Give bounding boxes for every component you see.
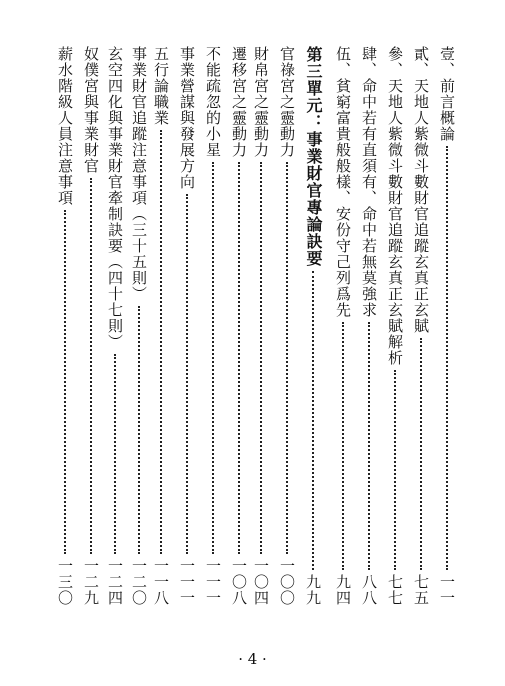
toc-entry-page: 一〇〇 xyxy=(278,558,296,606)
toc-entry-title: 事業財官追蹤注意事項（三十五則） xyxy=(130,46,148,302)
toc-entry-title: 第三單元：事業財官專論訣要 xyxy=(304,46,323,267)
dot-leader xyxy=(368,322,370,570)
toc-entry-title: 貳、天地人紫微斗數財官追蹤玄真正玄賦 xyxy=(412,46,430,334)
toc-entry-page: 一〇八 xyxy=(230,558,248,606)
dot-leader xyxy=(90,178,92,554)
toc-entry-title: 奴僕宮與事業財官 xyxy=(82,46,100,174)
toc-entry xyxy=(358,46,380,606)
toc-section-heading xyxy=(302,46,324,606)
toc-entry-page: 八八 xyxy=(360,574,378,606)
toc-entry xyxy=(276,46,298,606)
toc-entry-title: 官祿宮之靈動力 xyxy=(278,46,296,158)
toc-entry xyxy=(80,46,102,606)
toc-entry-title: 玄空四化與事業財官牽制訣要（四十七則） xyxy=(106,46,124,350)
toc-entry-title: 肆、命中若有直須有、命中若無莫強求 xyxy=(360,46,378,318)
dot-leader xyxy=(260,162,262,554)
toc-entry-title: 遷移宮之靈動力 xyxy=(230,46,248,158)
toc-entry-page: 一二九 xyxy=(82,558,100,606)
toc-entry xyxy=(384,46,406,606)
toc-entry xyxy=(176,46,198,606)
toc-entry xyxy=(54,46,76,606)
dot-leader xyxy=(394,370,396,570)
toc-entry xyxy=(202,46,224,606)
toc-entry-page: 一二〇 xyxy=(130,558,148,606)
toc-entry-page: 一一一 xyxy=(178,558,196,606)
toc-entry-title: 伍、貧窮富貴般般樣、安份守己列爲先 xyxy=(334,46,352,318)
page-number: · 4 · xyxy=(238,650,267,668)
toc-entry-page: 一二四 xyxy=(106,558,124,606)
toc-entry xyxy=(104,46,126,606)
toc-entry-page: 七五 xyxy=(412,574,430,606)
toc-entry-page: 一一 xyxy=(438,574,456,606)
toc-entry xyxy=(410,46,432,606)
dot-leader xyxy=(238,162,240,554)
toc-entry xyxy=(128,46,150,606)
dot-leader xyxy=(212,162,214,554)
dot-leader xyxy=(312,271,314,570)
toc-entry-page: 一一一 xyxy=(204,558,222,606)
toc-entry-page: 九四 xyxy=(334,574,352,606)
toc-entry xyxy=(250,46,272,606)
dot-leader xyxy=(160,130,162,554)
dot-leader xyxy=(138,306,140,554)
toc-entry-page: 七七 xyxy=(386,574,404,606)
toc-entry-page: 九九 xyxy=(304,574,322,606)
toc-entry-title: 壹、前言概論 xyxy=(438,46,456,142)
toc-entry xyxy=(150,46,172,606)
toc-entry-title: 參、天地人紫微斗數財官追蹤玄真正玄賦解析 xyxy=(386,46,404,366)
dot-leader xyxy=(286,162,288,554)
dot-leader xyxy=(114,354,116,554)
toc-entry-title: 薪水階級人員注意事項 xyxy=(56,46,74,206)
dot-leader xyxy=(64,210,66,554)
toc-entry-page: 一一八 xyxy=(152,558,170,606)
toc-entry-title: 事業營謀與發展方向 xyxy=(178,46,196,190)
toc-entry xyxy=(332,46,354,606)
dot-leader xyxy=(342,322,344,570)
toc-entry-title: 不能疏忽的小星 xyxy=(204,46,222,158)
toc-entry-page: 一三〇 xyxy=(56,558,74,606)
toc-entry xyxy=(228,46,250,606)
dot-leader xyxy=(420,338,422,570)
toc-entry-page: 一〇四 xyxy=(252,558,270,606)
dot-leader xyxy=(186,194,188,554)
toc-entry-title: 財帛宮之靈動力 xyxy=(252,46,270,158)
toc-entry xyxy=(436,46,458,606)
toc-entry-title: 五行論職業 xyxy=(152,46,170,126)
dot-leader xyxy=(446,146,448,570)
